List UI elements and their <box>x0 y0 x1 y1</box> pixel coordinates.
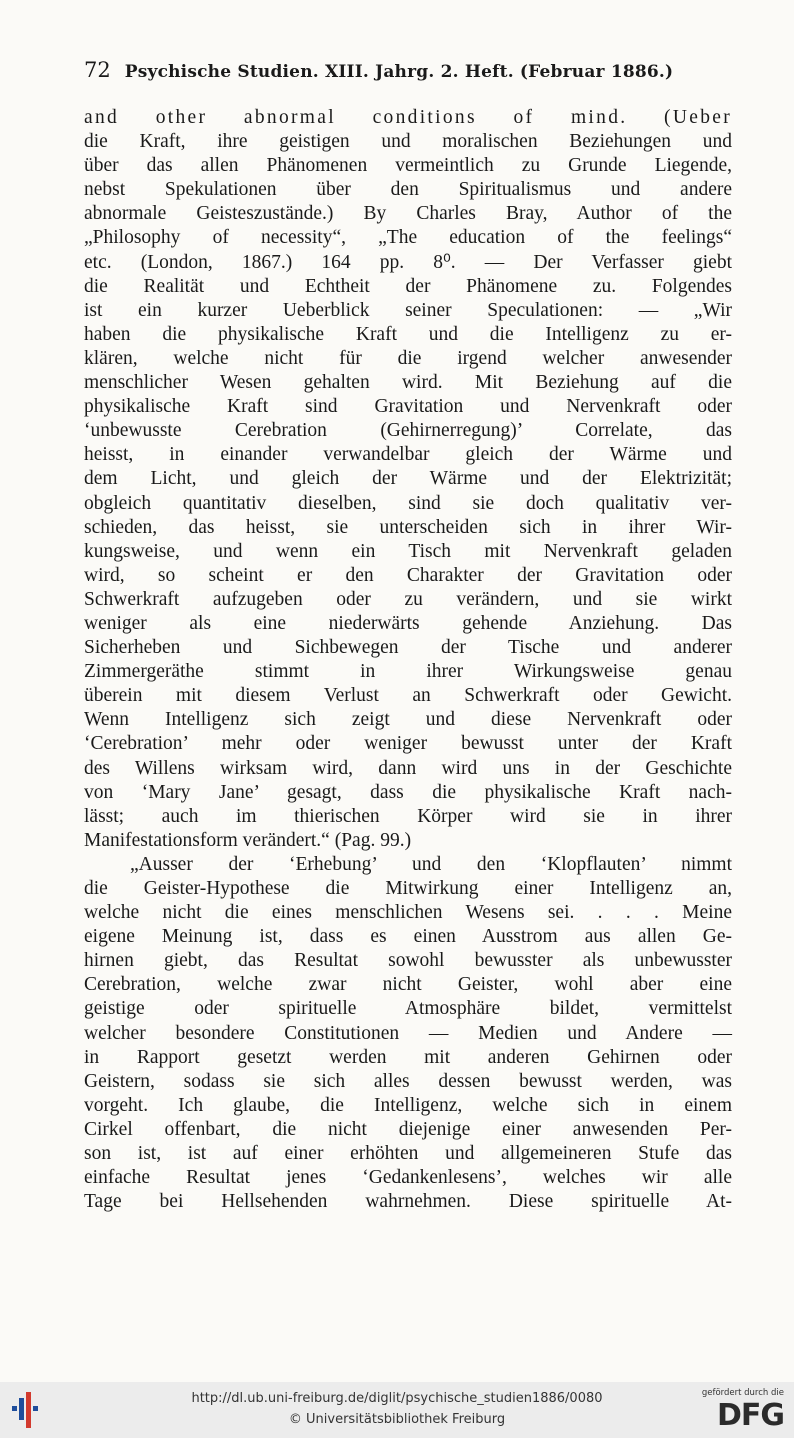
text-line: Manifestationsform verändert.“ (Pag. 99.) <box>84 829 412 851</box>
text-line: ‘unbewusste Cerebration (Gehirnerregung)’ Correlate, das <box>84 420 732 442</box>
text-line: über das allen Phänomenen vermeintlich zu Grunde Liegende, <box>84 155 732 177</box>
text-line: klären, welche nicht für die irgend welcher anwesender <box>84 347 732 369</box>
text-line: haben die physikalische Kraft und die Intelligenz zu er- <box>84 323 732 345</box>
text-line: schieden, das heisst, sie unterscheiden sich in ihrer Wir- <box>84 516 732 538</box>
text-line: eigene Meinung ist, dass es einen Ausstrom aus allen Ge- <box>84 926 732 948</box>
text-line: Geistern, sodass sie sich alles dessen bewusst werden, was <box>84 1070 732 1092</box>
text-line: lässt; auch im thierischen Körper wird sie in ihrer <box>84 805 732 827</box>
text-line: weniger als eine niederwärts gehende Anziehung. Das <box>84 612 732 634</box>
text-line: Schwerkraft aufzugeben oder zu verändern, und sie wirkt <box>84 588 732 610</box>
text-line: des Willens wirksam wird, dann wird uns in der Geschichte <box>84 757 732 779</box>
body-text <box>84 106 732 1214</box>
viewer-footer <box>0 1382 794 1438</box>
text-line: hirnen giebt, das Resultat sowohl bewusster als unbewusster <box>84 950 732 972</box>
logo-bar-blue <box>12 1406 17 1411</box>
dfg-logo-mark: DFG <box>716 1398 784 1433</box>
sponsor-text: gefördert durch die <box>701 1388 784 1398</box>
text-line: Cerebration, welche zwar nicht Geister, wohl aber eine <box>84 974 732 996</box>
text-line: welche nicht die eines menschlichen Wesens sei. . . . Meine <box>84 902 732 924</box>
text-line: „Philosophy of necessity“, „The education of the feelings“ <box>84 227 732 249</box>
text-line: ‘Cerebration’ mehr oder weniger bewusst unter der Kraft <box>84 733 732 755</box>
text-line: welcher besondere Constitutionen — Medien und Andere — <box>84 1022 732 1044</box>
text-line: heisst, in einander verwandelbar gleich der Wärme und <box>84 444 732 466</box>
dfg-logo <box>692 1388 784 1434</box>
text-line: dem Licht, und gleich der Wärme und der Elektrizität; <box>84 468 732 490</box>
text-line: die Kraft, ihre geistigen und moralischen Beziehungen und <box>84 131 732 153</box>
text-line: abnormale Geisteszustände.) By Charles Bray, Author of the <box>84 203 732 225</box>
text-line: Cirkel offenbart, die nicht diejenige einer anwesenden Per- <box>84 1118 732 1140</box>
text-line: ist ein kurzer Ueberblick seiner Speculationen: — „Wir <box>84 299 732 321</box>
text-line: kungsweise, und wenn ein Tisch mit Nervenkraft geladen <box>84 540 732 562</box>
text-line: obgleich quantitativ dieselben, sind sie doch qualitativ ver- <box>84 492 732 514</box>
text-line: wird, so scheint er den Charakter der Gravitation oder <box>84 564 732 586</box>
text-line: menschlicher Wesen gehalten wird. Mit Beziehung auf die <box>84 372 732 394</box>
text-line: Zimmergeräthe stimmt in ihrer Wirkungsweise genau <box>84 661 732 683</box>
running-header <box>84 58 710 88</box>
text-line: die Geister-Hypothese die Mitwirkung einer Intelligenz an, <box>84 878 732 899</box>
text-line: etc. (London, 1867.) 164 pp. 8⁰. — Der Verfasser giebt <box>84 251 732 273</box>
copyright-text: © Universitätsbibliothek Freiburg <box>288 1412 506 1427</box>
text-line: son ist, ist auf einer erhöhten und allgemeineren Stufe das <box>84 1143 732 1165</box>
text-line: in Rapport gesetzt werden mit anderen Gehirnen oder <box>84 1046 732 1068</box>
text-line: Wenn Intelligenz sich zeigt und diese Nervenkraft oder <box>84 709 732 731</box>
text-line: nebst Spekulationen über den Spiritualismus und andere <box>84 179 732 201</box>
permalink-link[interactable]: http://dl.ub.uni-freiburg.de/diglit/psychische_studien1886/0080 <box>191 1391 603 1406</box>
logo-bar-blue <box>33 1406 38 1411</box>
running-title: Psychische Studien. XIII. Jahrg. 2. Heft. (Februar 1886.) <box>124 62 674 82</box>
text-line: geistige oder spirituelle Atmosphäre bildet, vermittelst <box>84 998 732 1020</box>
text-line: die Realität und Echtheit der Phänomene zu. Folgendes <box>84 275 732 297</box>
page-number: 72 <box>84 58 111 82</box>
text-line: „Ausser der ‘Erhebung’ und den ‘Klopflauten’ nimmt <box>130 853 732 875</box>
text-line: von ‘Mary Jane’ gesagt, dass die physikalische Kraft nach- <box>84 781 732 803</box>
text-line: einfache Resultat jenes ‘Gedankenlesens’, welches wir alle <box>84 1167 732 1189</box>
text-line: Tage bei Hellsehenden wahrnehmen. Diese spirituelle At- <box>84 1191 732 1213</box>
text-line: überein mit diesem Verlust an Schwerkraft oder Gewicht. <box>84 685 732 707</box>
text-line: Sicherheben und Sichbewegen der Tische und anderer <box>84 637 732 659</box>
text-line: vorgeht. Ich glaube, die Intelligenz, welche sich in einem <box>84 1094 732 1116</box>
text-line: and other abnormal conditions of mind. (Ueber <box>84 107 732 128</box>
text-line: physikalische Kraft sind Gravitation und Nervenkraft oder <box>84 396 732 418</box>
